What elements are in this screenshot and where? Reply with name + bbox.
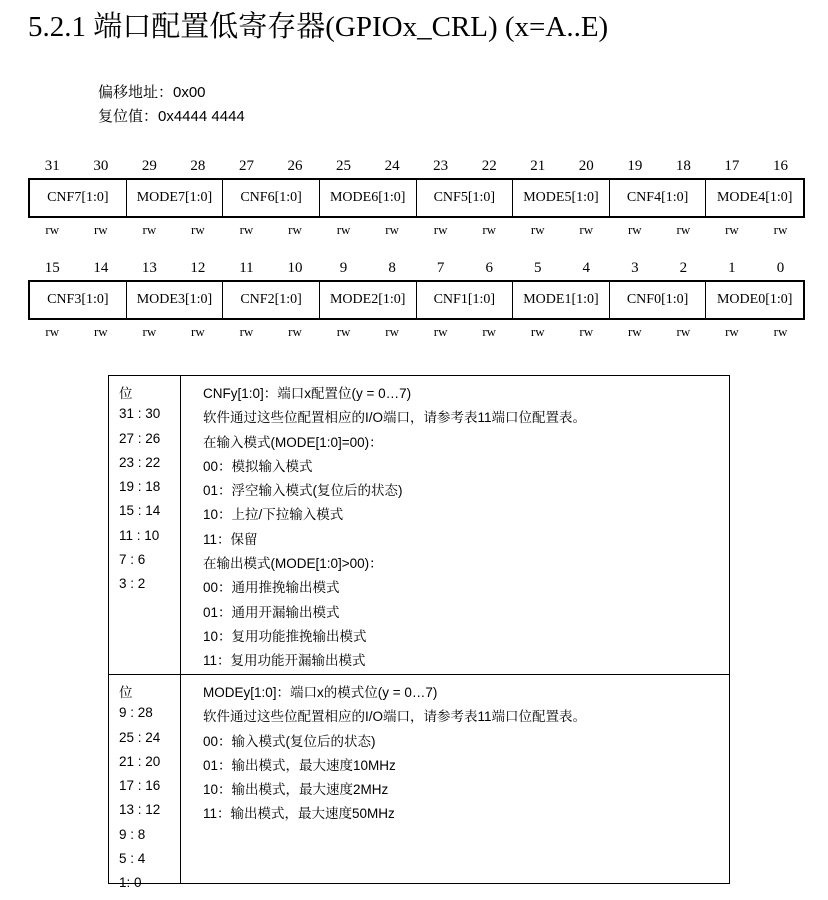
bit-numbers [28,158,805,178]
bit-range: 3 : 2 [119,576,146,592]
access-type: rw [530,222,545,237]
description-line: CNFy[1:0]：端口x配置位(y = 0…7) [203,386,412,401]
access-type: rw [725,324,739,339]
bit-number: 7 [436,260,445,276]
register-fields [28,280,805,320]
access-type: rw [93,324,108,339]
description-line: 00：模拟输入模式 [203,458,313,474]
access-type: rw [93,222,108,237]
description-line: 01：输出模式，最大速度10MHz [203,757,396,773]
bit-number: 19 [627,158,643,174]
bit-number: 15 [44,260,60,276]
description-line: 11：输出模式，最大速度50MHz [203,806,395,822]
bit-number: 10 [287,260,303,276]
bit-range: 15 : 14 [119,503,161,519]
register-row-high [28,158,805,242]
bit-range: 9 : 28 [119,705,153,721]
bit-number: 6 [485,260,493,276]
access-types [28,324,805,344]
access-type: rw [288,222,302,237]
bit-range: 25 : 24 [119,729,161,745]
bit-number: 5 [533,260,542,276]
access-type: rw [385,324,399,339]
access-type: rw [239,222,254,237]
description-line: 10：复用功能推挽输出模式 [203,628,367,644]
register-field: MODE2[1:0] [320,282,417,318]
bit-range: 19 : 18 [119,479,161,495]
access-type: rw [579,222,594,237]
register-field: CNF0[1:0] [610,282,707,318]
bit-range: 位 [119,685,133,700]
bit-range: 23 : 22 [119,454,161,470]
access-type: rw [142,324,157,339]
bit-number: 30 [93,158,109,174]
description-line: MODEy[1:0]：端口x的模式位(y = 0…7) [203,685,438,700]
bit-number: 2 [679,260,688,276]
bit-number: 13 [141,260,157,276]
description-line: 软件通过这些位配置相应的I/O端口，请参考表11端口位配置表。 [203,410,587,426]
register-field: CNF5[1:0] [417,180,514,216]
section-title: 5.2.1 端口配置低寄存器(GPIOx_CRL) (x=A..E) [28,11,609,43]
bit-number: 31 [44,158,60,174]
access-types [28,222,805,242]
description-line: 10：输出模式，最大速度2MHz [203,782,389,798]
bit-number: 8 [388,260,396,276]
register-field: MODE4[1:0] [716,190,793,205]
bit-number: 27 [238,158,254,174]
description-line: 01：通用开漏输出模式 [203,604,340,620]
access-type: rw [482,222,497,237]
access-type: rw [627,222,642,237]
bit-number: 3 [631,260,639,276]
access-type: rw [45,324,60,339]
access-type: rw [288,324,302,339]
access-type: rw [676,222,691,237]
bit-number: 17 [724,158,740,174]
register-field: CNF7[1:0] [30,180,127,216]
bit-number: 20 [578,158,594,174]
bit-number: 14 [93,260,109,276]
bit-range: 9 : 8 [119,826,146,842]
register-field: CNF1[1:0] [417,282,514,318]
access-type: rw [627,324,642,339]
register-field: CNF3[1:0] [30,282,127,318]
register-field: MODE0[1:0] [716,292,793,307]
mode-section [109,674,729,891]
bit-description-table [108,375,730,891]
bit-number: 4 [582,260,591,276]
bit-number: 12 [190,260,206,276]
description-line: 11：保留 [203,531,258,547]
access-type: rw [142,222,157,237]
bit-number: 28 [190,158,206,174]
access-type: rw [725,222,739,237]
bit-range: 5 : 4 [119,851,146,867]
reset-value: 复位值：0x4444 4444 [98,108,245,125]
access-type: rw [676,324,691,339]
bit-range: 17 : 16 [119,778,161,794]
bit-number: 9 [339,260,348,276]
register-field: MODE7[1:0] [127,180,224,216]
register-fields [28,178,805,218]
description-line: 软件通过这些位配置相应的I/O端口，请参考表11端口位配置表。 [203,709,587,725]
bit-range: 13 : 12 [119,802,161,818]
description-line: 在输入模式(MODE[1:0]=00)： [203,434,383,450]
register-row-low [28,260,805,344]
bit-number: 22 [481,158,497,174]
register-field: CNF4[1:0] [610,180,707,216]
bit-number: 0 [776,260,785,276]
bit-range: 11 : 10 [119,527,160,543]
access-type: rw [336,324,351,339]
description-line: 00：输入模式(复位后的状态) [203,733,376,749]
access-type: rw [773,324,788,339]
access-type: rw [773,222,788,237]
description-line: 11：复用功能开漏输出模式 [203,653,366,669]
register-field: MODE3[1:0] [127,282,224,318]
register-field: MODE6[1:0] [320,180,417,216]
access-type: rw [239,324,254,339]
access-type: rw [433,324,448,339]
bit-range: 位 [119,386,133,401]
access-type: rw [530,324,545,339]
bit-numbers [28,260,805,280]
offset-address: 偏移地址：0x00 [98,84,206,101]
bit-number: 16 [772,158,788,174]
bit-number: 25 [336,158,352,174]
bit-number: 24 [384,158,400,174]
bit-number: 21 [530,158,546,174]
access-type: rw [191,324,205,339]
bit-number: 29 [141,158,157,174]
register-field: MODE5[1:0] [513,180,610,216]
cnf-section [109,376,729,674]
bit-number: 1 [728,260,736,276]
access-type: rw [45,222,60,237]
access-type: rw [482,324,497,339]
bit-range: 21 : 20 [119,753,161,769]
bit-range: 27 : 26 [119,430,161,446]
bit-number: 18 [675,158,691,174]
access-type: rw [336,222,351,237]
bit-number: 26 [287,158,303,174]
bit-number: 11 [239,260,254,276]
bit-range: 7 : 6 [119,552,146,568]
access-type: rw [579,324,594,339]
bit-range: 31 : 30 [119,406,161,422]
description-line: 00：通用推挽输出模式 [203,580,340,596]
access-type: rw [191,222,205,237]
description-line: 10：上拉/下拉输入模式 [203,507,344,523]
bit-number: 23 [433,158,449,174]
register-field: MODE1[1:0] [513,282,610,318]
description-line: 在输出模式(MODE[1:0]>00)： [203,556,383,572]
bit-range: 1: 0 [119,875,142,891]
access-type: rw [433,222,448,237]
description-line: 01：浮空输入模式(复位后的状态) [203,483,403,499]
register-field: CNF2[1:0] [223,282,320,318]
register-field: CNF6[1:0] [223,180,320,216]
access-type: rw [385,222,399,237]
